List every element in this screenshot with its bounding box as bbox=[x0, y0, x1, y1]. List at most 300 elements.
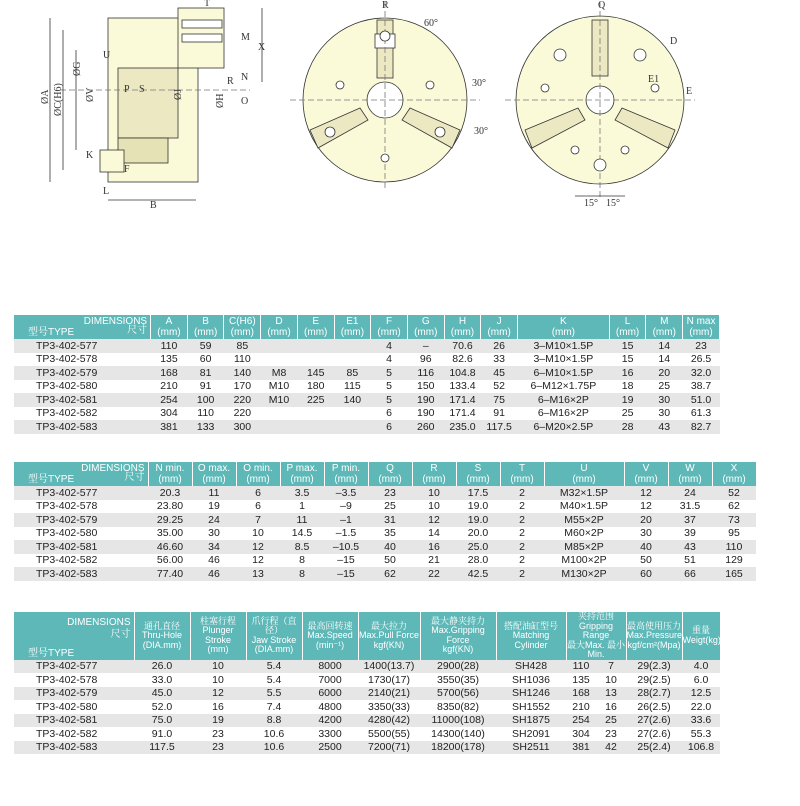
value-cell: 25(2.4) bbox=[626, 741, 682, 755]
value-cell: 4 bbox=[371, 339, 408, 353]
value-cell: 210 bbox=[572, 700, 590, 713]
value-cell: 45.0 bbox=[134, 687, 190, 701]
value-cell: 2 bbox=[519, 500, 525, 513]
value-cell: 12 bbox=[640, 500, 652, 513]
value-cell: 7 bbox=[596, 660, 626, 674]
value-cell: 129 bbox=[725, 554, 743, 567]
label-c: ØC(H6) bbox=[53, 83, 64, 116]
table-row bbox=[14, 486, 756, 500]
value-cell bbox=[334, 407, 371, 421]
value-cell: 7 bbox=[236, 513, 280, 527]
value-cell: 171.4 bbox=[444, 393, 481, 407]
value-cell: SH428 bbox=[496, 660, 566, 674]
value-cell: 171.4 bbox=[449, 407, 476, 420]
table2-corner: DIMENSIONS 尺寸 型号TYPE bbox=[14, 462, 148, 486]
value-cell: 7000 bbox=[318, 673, 342, 686]
value-cell: 5 bbox=[386, 380, 392, 393]
value-cell: 24 bbox=[668, 486, 712, 500]
value-cell: 60 bbox=[624, 567, 668, 581]
value-cell: 220 bbox=[233, 407, 252, 420]
value-cell: 104.8 bbox=[444, 366, 481, 380]
value-cell: 190 bbox=[407, 393, 444, 407]
value-cell: 6–M20×2.5P bbox=[517, 420, 609, 434]
t2-head-u: U (mm) bbox=[544, 462, 624, 486]
t1-head-b: B (mm) bbox=[187, 315, 224, 339]
t1-head-k: K (mm) bbox=[517, 315, 609, 339]
label-t: T bbox=[204, 0, 211, 9]
value-cell: 46 bbox=[192, 567, 236, 581]
value-cell: 135 bbox=[160, 353, 178, 366]
value-cell: 8 bbox=[280, 567, 324, 581]
value-cell: 220 bbox=[224, 393, 261, 407]
value-cell: –15 bbox=[337, 554, 355, 567]
model-cell: TP3-402-577 bbox=[14, 486, 148, 500]
value-cell: 61.3 bbox=[690, 407, 712, 420]
label-x: X bbox=[258, 42, 266, 53]
value-cell: 150 bbox=[417, 380, 435, 393]
value-cell: 6–M16×2P bbox=[537, 407, 589, 420]
value-cell: 20 bbox=[646, 366, 683, 380]
model-cell: TP3-402-579 bbox=[14, 366, 151, 380]
value-cell: 110 bbox=[233, 353, 251, 366]
value-cell: 30 bbox=[640, 527, 652, 540]
t1-head-m: M (mm) bbox=[646, 315, 683, 339]
value-cell: 168 bbox=[151, 366, 188, 380]
t3-head-jaw-stroke: 爪行程（直径） Jaw Stroke (DIA.mm) bbox=[246, 612, 302, 660]
value-cell: 2 bbox=[500, 567, 544, 581]
value-cell: 145 bbox=[297, 366, 334, 380]
value-cell: 14300(140) bbox=[431, 727, 485, 740]
value-cell: 117.5 bbox=[481, 420, 518, 434]
value-cell: 30 bbox=[208, 527, 220, 540]
label-15a: 15° bbox=[584, 198, 598, 209]
value-cell: 110 bbox=[197, 407, 215, 420]
value-cell: 40 bbox=[368, 540, 412, 554]
table-row bbox=[14, 567, 756, 581]
value-cell: 10 bbox=[212, 673, 224, 686]
value-cell: 27(2.6) bbox=[626, 714, 682, 728]
model-cell: TP3-402-583 bbox=[14, 567, 148, 581]
value-cell: 6–M10×1.5P bbox=[517, 366, 609, 380]
value-cell: 26.0 bbox=[134, 660, 190, 674]
value-cell: 62 bbox=[368, 567, 412, 581]
value-cell: 304 bbox=[572, 727, 590, 740]
value-cell: 4 bbox=[386, 353, 392, 366]
value-cell: 20.0 bbox=[467, 527, 489, 540]
dimensions-table-1 bbox=[14, 315, 720, 434]
value-cell: 38.7 bbox=[690, 380, 712, 393]
model-cell: TP3-402-581 bbox=[14, 393, 151, 407]
value-cell: 8.8 bbox=[246, 714, 302, 728]
value-cell: SH2511 bbox=[496, 741, 566, 755]
label-15b: 15° bbox=[606, 198, 620, 209]
value-cell: 46 bbox=[208, 554, 220, 567]
value-cell: SH1246 bbox=[496, 687, 566, 701]
value-cell: 25.0 bbox=[456, 540, 500, 554]
label-u: U bbox=[103, 50, 111, 61]
value-cell: 12 bbox=[236, 540, 280, 554]
value-cell: 135 bbox=[572, 673, 590, 686]
value-cell: 23 bbox=[368, 486, 412, 500]
value-cell: 40 bbox=[624, 540, 668, 554]
value-cell: 106.8 bbox=[682, 741, 720, 755]
t2-head-t: T (mm) bbox=[500, 462, 544, 486]
value-cell: 55.3 bbox=[690, 727, 712, 740]
value-cell bbox=[297, 339, 334, 353]
model-cell: TP3-402-578 bbox=[36, 673, 98, 686]
value-cell: 6 bbox=[236, 486, 280, 500]
value-cell: 26.5 bbox=[690, 353, 712, 366]
value-cell: 33.6 bbox=[682, 714, 720, 728]
value-cell: SH2091 bbox=[512, 727, 550, 740]
label-m: M bbox=[241, 32, 250, 43]
value-cell: 100 bbox=[187, 393, 224, 407]
table-row bbox=[14, 741, 720, 755]
model-cell: TP3-402-577 bbox=[14, 339, 151, 353]
table2-body bbox=[14, 486, 756, 581]
table-row bbox=[14, 353, 720, 367]
t3-head-max-speed: 最高回转速 Max.Speed (min⁻¹) bbox=[302, 612, 358, 660]
value-cell: 50 bbox=[384, 554, 396, 567]
value-cell: 85 bbox=[224, 339, 261, 353]
value-cell: 225 bbox=[297, 393, 334, 407]
value-cell: 73 bbox=[712, 513, 756, 527]
value-cell: 170 bbox=[233, 380, 252, 393]
value-cell: 190 bbox=[417, 407, 435, 420]
t1-head-h: H (mm) bbox=[444, 315, 481, 339]
t2-head-w: W (mm) bbox=[668, 462, 712, 486]
t1-head-c: C(H6) (mm) bbox=[224, 315, 261, 339]
value-cell: 12 bbox=[190, 687, 246, 701]
t2-head-omax: O max. (mm) bbox=[192, 462, 236, 486]
value-cell: 110 bbox=[566, 660, 596, 674]
value-cell: 12.5 bbox=[682, 687, 720, 701]
label-f: F bbox=[124, 164, 130, 175]
table3-corner: DIMENSIONS 尺寸 型号TYPE bbox=[14, 612, 134, 660]
value-cell: 42 bbox=[596, 741, 626, 755]
value-cell: M85×2P bbox=[544, 540, 624, 554]
chuck-drawings bbox=[0, 0, 800, 290]
value-cell: 115 bbox=[344, 380, 361, 393]
value-cell: 5 bbox=[371, 393, 408, 407]
value-cell bbox=[261, 353, 298, 367]
value-cell: 12 bbox=[412, 513, 456, 527]
value-cell: 91 bbox=[199, 380, 212, 393]
value-cell: 2140(21) bbox=[358, 687, 420, 701]
label-n: N bbox=[241, 72, 249, 83]
value-cell: 4800 bbox=[318, 700, 342, 713]
table-row bbox=[14, 339, 720, 353]
value-cell: 26 bbox=[481, 339, 518, 353]
value-cell: 25 bbox=[658, 380, 671, 393]
value-cell: –1.5 bbox=[335, 527, 357, 540]
value-cell: 28 bbox=[609, 420, 646, 434]
value-cell: 91 bbox=[493, 407, 505, 420]
value-cell: 10 bbox=[428, 500, 440, 513]
value-cell: M100×2P bbox=[561, 554, 607, 567]
t1-head-e: E (mm) bbox=[297, 315, 334, 339]
value-cell: 381 bbox=[151, 420, 188, 434]
value-cell: 16 bbox=[605, 700, 617, 713]
value-cell: 30 bbox=[658, 407, 671, 420]
value-cell: 18200(178) bbox=[420, 741, 496, 755]
t2-head-v: V (mm) bbox=[624, 462, 668, 486]
value-cell: 32.0 bbox=[683, 366, 720, 380]
value-cell: M40×1.5P bbox=[559, 500, 609, 513]
value-cell: 13 bbox=[236, 567, 280, 581]
value-cell: –15 bbox=[324, 567, 368, 581]
value-cell: 117.5 bbox=[134, 741, 190, 755]
value-cell: 77.40 bbox=[148, 567, 192, 581]
value-cell: 39 bbox=[684, 527, 696, 540]
value-cell: 304 bbox=[160, 407, 178, 420]
value-cell: 37 bbox=[668, 513, 712, 527]
t3-head-cylinder: 搭配油缸型号 Matching Cylinder bbox=[496, 612, 566, 660]
value-cell: 6 bbox=[255, 500, 261, 513]
value-cell: 7200(71) bbox=[358, 741, 420, 755]
value-cell: 25 bbox=[596, 714, 626, 728]
t1-head-l: L (mm) bbox=[609, 315, 646, 339]
value-cell: 10.6 bbox=[246, 741, 302, 755]
t1-head-nmax: N max (mm) bbox=[683, 315, 720, 339]
value-cell: M10 bbox=[261, 393, 298, 407]
t2-head-pmax: P max. (mm) bbox=[280, 462, 324, 486]
value-cell: 5500(55) bbox=[367, 727, 411, 740]
model-cell: TP3-402-579 bbox=[14, 513, 148, 527]
value-cell: 35.00 bbox=[156, 527, 184, 540]
value-cell: 16 bbox=[609, 366, 646, 380]
table-row bbox=[14, 393, 720, 407]
model-cell: TP3-402-581 bbox=[14, 714, 134, 728]
value-cell: 3–M10×1.5P bbox=[533, 353, 594, 366]
value-cell bbox=[297, 420, 334, 434]
value-cell: M8 bbox=[261, 366, 298, 380]
value-cell: –1 bbox=[324, 513, 368, 527]
value-cell: 42.5 bbox=[456, 567, 500, 581]
value-cell: 60 bbox=[199, 353, 212, 366]
back-view bbox=[505, 2, 695, 200]
value-cell: 10 bbox=[252, 527, 264, 540]
value-cell: 23.80 bbox=[156, 500, 184, 513]
table-row bbox=[14, 513, 756, 527]
value-cell: 1730(17) bbox=[367, 673, 411, 686]
model-cell: TP3-402-577 bbox=[14, 660, 134, 674]
value-cell: M130×2P bbox=[544, 567, 624, 581]
value-cell: 14 bbox=[658, 353, 671, 366]
value-cell: 5 bbox=[371, 366, 408, 380]
value-cell: 52.0 bbox=[151, 700, 173, 713]
value-cell: 2 bbox=[500, 540, 544, 554]
value-cell: 59 bbox=[187, 339, 224, 353]
label-s: S bbox=[139, 84, 145, 95]
value-cell: 3–M10×1.5P bbox=[517, 339, 609, 353]
value-cell: 22.0 bbox=[690, 700, 712, 713]
value-cell: 28.0 bbox=[467, 554, 489, 567]
value-cell: 13 bbox=[596, 687, 626, 701]
value-cell: 6–M16×2P bbox=[517, 393, 609, 407]
value-cell: 8350(82) bbox=[436, 700, 480, 713]
value-cell: 31.5 bbox=[679, 500, 701, 513]
value-cell: 2 bbox=[500, 486, 544, 500]
value-cell: 70.6 bbox=[444, 339, 481, 353]
value-cell: 19.0 bbox=[456, 513, 500, 527]
value-cell: 10.6 bbox=[263, 727, 285, 740]
table-row bbox=[14, 366, 720, 380]
model-cell: TP3-402-578 bbox=[36, 353, 98, 366]
label-r: R bbox=[227, 76, 234, 87]
side-section-view bbox=[50, 8, 262, 200]
value-cell: 235.0 bbox=[444, 420, 481, 434]
t3-head-thru-hole: 通孔直径 Thru-Hole (DIA.mm) bbox=[134, 612, 190, 660]
value-cell: 52 bbox=[712, 486, 756, 500]
value-cell: 34 bbox=[192, 540, 236, 554]
value-cell: 133 bbox=[187, 420, 224, 434]
model-cell: TP3-402-581 bbox=[14, 540, 148, 554]
t2-head-omin: O min. (mm) bbox=[236, 462, 280, 486]
value-cell: 15 bbox=[609, 339, 646, 353]
label-l: L bbox=[103, 186, 110, 197]
model-cell: TP3-402-579 bbox=[14, 687, 134, 701]
table1-corner: DIMENSIONS 尺寸 型号TYPE bbox=[14, 315, 151, 339]
value-cell: 27(2.6) bbox=[637, 727, 671, 740]
t1-head-e1: E1 (mm) bbox=[334, 315, 371, 339]
value-cell bbox=[297, 353, 334, 367]
model-cell: TP3-402-583 bbox=[14, 741, 134, 755]
value-cell: 23 bbox=[683, 339, 720, 353]
value-cell: 56.00 bbox=[156, 554, 184, 567]
value-cell: 4.0 bbox=[682, 660, 720, 674]
value-cell: 33.0 bbox=[151, 673, 173, 686]
value-cell bbox=[334, 353, 371, 367]
model-cell: TP3-402-580 bbox=[36, 380, 98, 393]
label-e: E bbox=[686, 86, 693, 97]
t1-head-d: D (mm) bbox=[261, 315, 298, 339]
value-cell bbox=[334, 420, 371, 434]
value-cell bbox=[261, 420, 298, 434]
value-cell: 254 bbox=[151, 393, 188, 407]
value-cell: –9 bbox=[340, 500, 352, 513]
model-cell: TP3-402-580 bbox=[36, 700, 98, 713]
table-row bbox=[14, 540, 756, 554]
t2-head-x: X (mm) bbox=[712, 462, 756, 486]
label-j: ØJ bbox=[173, 88, 184, 100]
t1-head-g: G (mm) bbox=[407, 315, 444, 339]
value-cell: 12 bbox=[624, 486, 668, 500]
value-cell: 165 bbox=[712, 567, 756, 581]
t3-head-weight: 重量 Weigt(kg) bbox=[682, 612, 720, 660]
value-cell: 300 bbox=[224, 420, 261, 434]
value-cell: 3300 bbox=[318, 727, 342, 740]
value-cell: 23 bbox=[190, 741, 246, 755]
value-cell: 29.25 bbox=[148, 513, 192, 527]
value-cell: 66 bbox=[668, 567, 712, 581]
specifications-table bbox=[14, 612, 721, 754]
value-cell bbox=[334, 339, 371, 353]
value-cell: 180 bbox=[306, 380, 325, 393]
value-cell: SH1036 bbox=[512, 673, 550, 686]
value-cell: 1400(13.7) bbox=[358, 660, 420, 674]
t3-head-pull-force: 最大拉力 Max.Pull Force kgf(KN) bbox=[358, 612, 420, 660]
value-cell: 10 bbox=[412, 486, 456, 500]
t1-head-f: F (mm) bbox=[371, 315, 408, 339]
label-g: ØG bbox=[72, 61, 83, 76]
value-cell: 52 bbox=[493, 380, 505, 393]
value-cell: M60×2P bbox=[564, 527, 604, 540]
value-cell: 3.5 bbox=[280, 486, 324, 500]
t1-head-a: A (mm) bbox=[151, 315, 188, 339]
table-row bbox=[14, 407, 720, 421]
value-cell: 8 bbox=[299, 554, 305, 567]
label-a: ØA bbox=[40, 89, 51, 104]
t3-head-gripping-force: 最大静夹持力 Max.Gripping Force kgf(KN) bbox=[420, 612, 496, 660]
value-cell: –10.5 bbox=[324, 540, 368, 554]
value-cell: 43 bbox=[668, 540, 712, 554]
value-cell: 51.0 bbox=[683, 393, 720, 407]
label-e1: E1 bbox=[648, 74, 660, 85]
value-cell: 46.60 bbox=[148, 540, 192, 554]
value-cell: –3.5 bbox=[324, 486, 368, 500]
value-cell: 3350(33) bbox=[367, 700, 411, 713]
value-cell: 16 bbox=[412, 540, 456, 554]
value-cell: 20 bbox=[624, 513, 668, 527]
value-cell: 14 bbox=[646, 339, 683, 353]
value-cell: SH1552 bbox=[512, 700, 550, 713]
value-cell: 25 bbox=[621, 407, 634, 420]
value-cell: 2500 bbox=[302, 741, 358, 755]
value-cell: M32×1.5P bbox=[544, 486, 624, 500]
model-cell: TP3-402-583 bbox=[14, 420, 151, 434]
value-cell: 18 bbox=[621, 380, 634, 393]
value-cell: 260 bbox=[407, 420, 444, 434]
value-cell: 6.0 bbox=[693, 673, 709, 686]
value-cell: 29(2.5) bbox=[637, 673, 671, 686]
table-row bbox=[14, 673, 720, 687]
t2-head-r: R (mm) bbox=[412, 462, 456, 486]
value-cell: 6–M12×1.75P bbox=[530, 380, 597, 393]
value-cell: 2900(28) bbox=[420, 660, 496, 674]
value-cell: 10 bbox=[190, 660, 246, 674]
model-cell: TP3-402-582 bbox=[36, 727, 98, 740]
value-cell: 21 bbox=[428, 554, 440, 567]
table1-body bbox=[14, 339, 720, 434]
front-view bbox=[290, 2, 480, 190]
value-cell: 91.0 bbox=[151, 727, 173, 740]
value-cell: 16 bbox=[212, 700, 224, 713]
label-b: B bbox=[150, 200, 157, 211]
table-row bbox=[14, 380, 720, 394]
value-cell: 2 bbox=[500, 513, 544, 527]
value-cell: 6 bbox=[386, 407, 392, 420]
value-cell: M55×2P bbox=[544, 513, 624, 527]
value-cell: 5.4 bbox=[266, 673, 282, 686]
value-cell: 51 bbox=[684, 554, 696, 567]
t2-head-nmin: N min. (mm) bbox=[148, 462, 192, 486]
value-cell: 22 bbox=[412, 567, 456, 581]
value-cell: 19 bbox=[208, 500, 220, 513]
t3-head-plunger-stroke: 柱塞行程 Plunger Stroke (mm) bbox=[190, 612, 246, 660]
value-cell: 210 bbox=[160, 380, 178, 393]
value-cell: 8000 bbox=[302, 660, 358, 674]
dimensions-table-2 bbox=[14, 462, 757, 581]
label-v: ØV bbox=[85, 87, 96, 102]
value-cell bbox=[261, 339, 298, 353]
value-cell: 140 bbox=[224, 366, 261, 380]
table-row bbox=[14, 554, 756, 568]
label-angle-30b: 30° bbox=[474, 126, 488, 137]
t3-head-max-pressure: 最高使用压力 Max.Pressure kgf/cm²(Mpa) bbox=[626, 612, 682, 660]
value-cell: 45 bbox=[481, 366, 518, 380]
label-angle-30a: 30° bbox=[472, 78, 486, 89]
